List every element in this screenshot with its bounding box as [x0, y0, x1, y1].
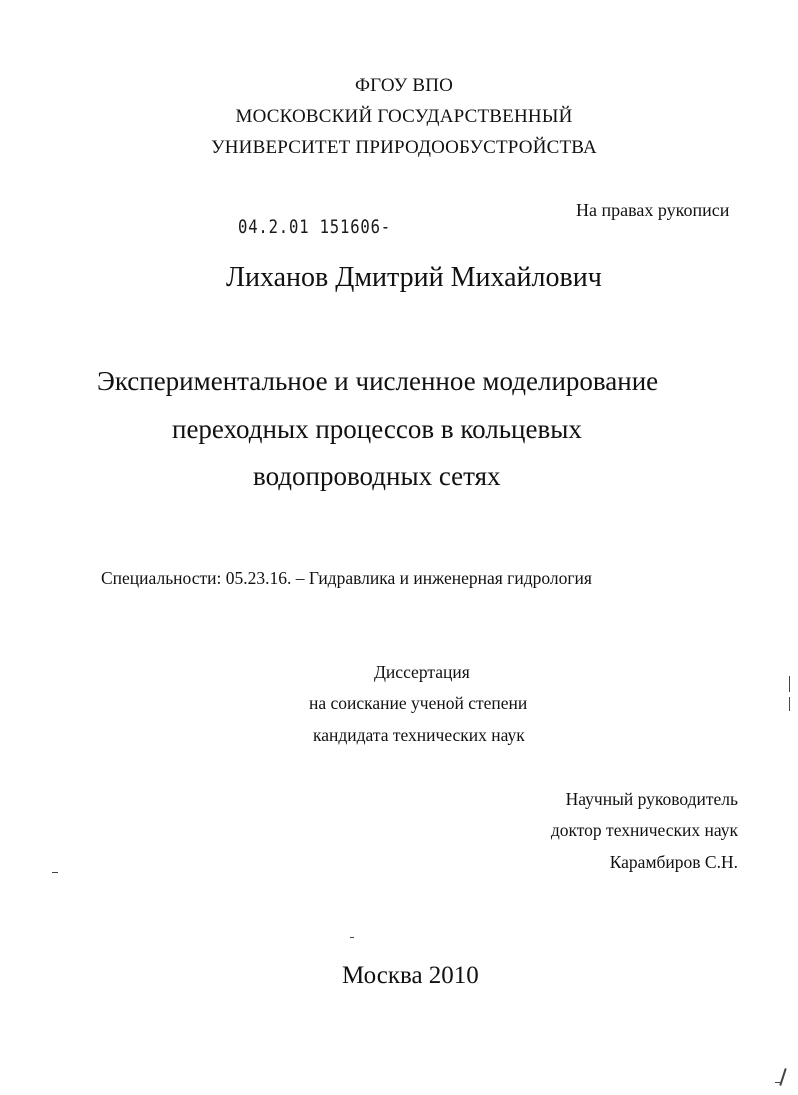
thesis-title-line3: водопроводных сетях [253, 461, 501, 491]
scan-artifact-mark [52, 872, 58, 873]
thesis-title-line1: Экспериментальное и численное моделирование [97, 366, 659, 396]
thesis-title-line2: переходных процессов в кольцевых [172, 414, 582, 444]
degree-purpose: на соискание ученой степени [309, 693, 528, 713]
registration-stamp-number: 04.2.01 151606- [238, 216, 392, 238]
manuscript-rights-note: На правах рукописи [576, 200, 730, 220]
university-name-line1: МОСКОВСКИЙ ГОСУДАРСТВЕННЫЙ [235, 106, 573, 127]
scan-artifact-mark [350, 937, 354, 938]
supervisor-role: Научный руководитель [565, 789, 738, 809]
university-name-line2: УНИВЕРСИТЕТ ПРИРОДООБУСТРОЙСТВА [211, 137, 597, 158]
scan-artifact-mark [779, 1068, 786, 1086]
author-name: Лиханов Дмитрий Михайлович [226, 262, 602, 293]
degree-name: кандидата технических наук [313, 725, 525, 745]
specialty-line: Специальности: 05.23.16. – Гидравлика и инженерная гидрология [101, 568, 592, 588]
city-and-year: Москва 2010 [342, 962, 479, 989]
dissertation-label: Диссертация [374, 662, 470, 682]
scan-artifact-mark [789, 676, 790, 692]
scan-artifact-mark [775, 1082, 781, 1083]
scan-artifact-mark [789, 697, 790, 711]
organization-type: ФГОУ ВПО [354, 75, 454, 96]
supervisor-degree: доктор технических наук [550, 820, 738, 840]
supervisor-name: Карамбиров С.Н. [609, 852, 738, 872]
